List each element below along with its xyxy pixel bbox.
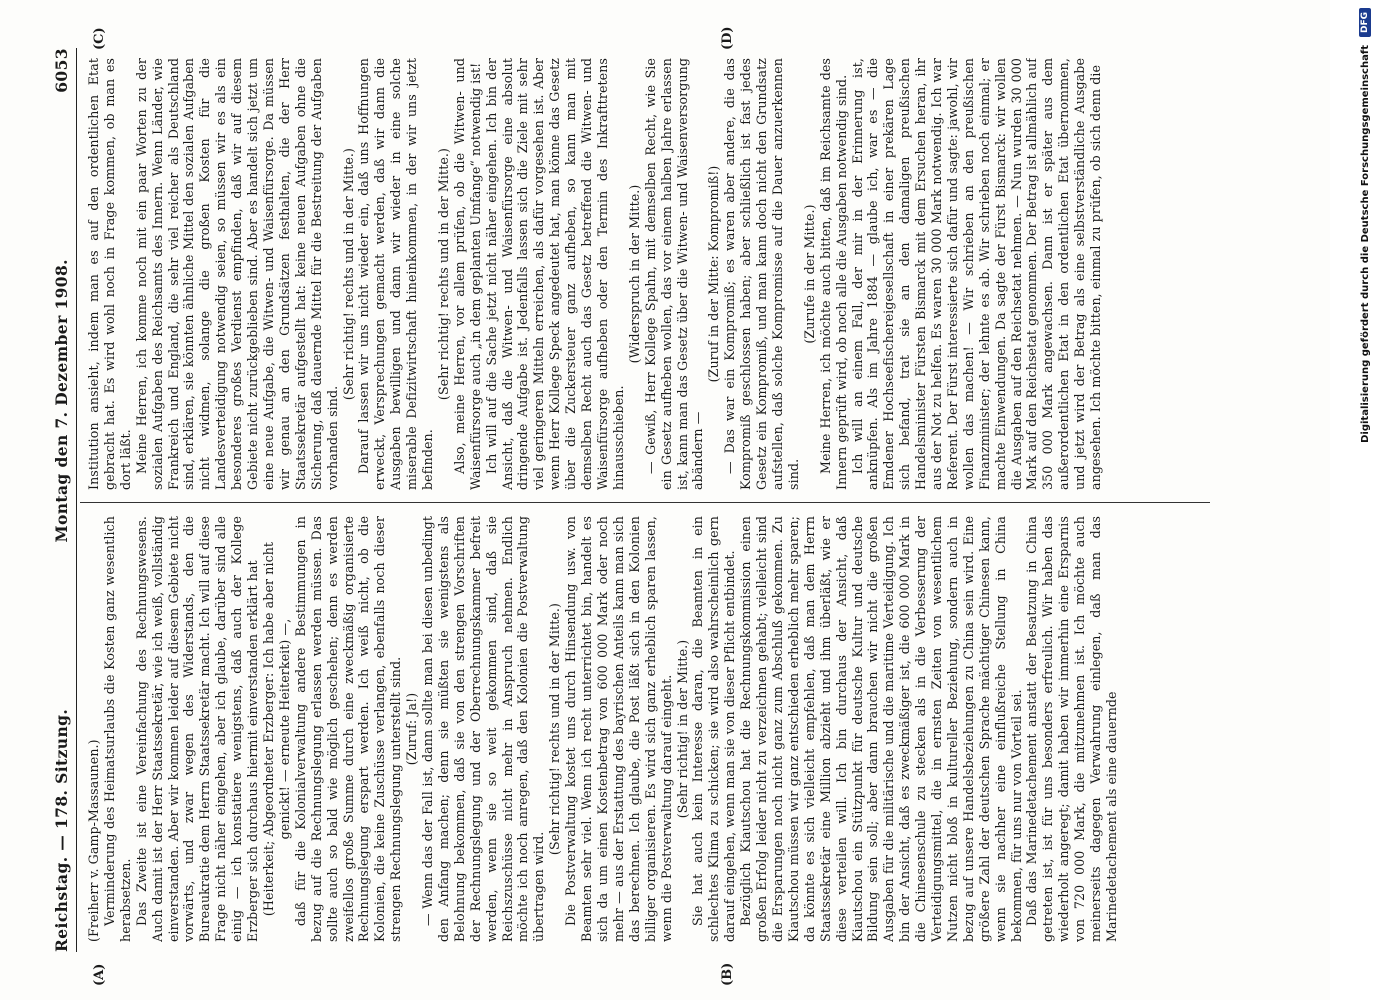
column-divider bbox=[80, 502, 1210, 503]
speaker-line: Institution ansieht, indem man es auf den ordentlichen Etat gebracht hat. Es wird wohl noch in Frage kommen, ob man es dort läßt. bbox=[86, 58, 133, 490]
dfg-logo: DFG bbox=[1359, 8, 1371, 37]
digitization-credit bbox=[1352, 8, 1378, 992]
paragraph: — Wenn das der Fall ist, dann sollte man bei diesen unbedingt den Anfang machen; denn sie müßten sie wenigstens als Belohnung bekommen, daß sie von den strengen Vorschriften der Rechnungslegung und der Oberrechnungskammer befreit werden, wenn sie so weit gekommen sind, daß sie Reichszuschüsse nicht mehr in Anspruch nehmen. Endlich möchte ich noch anregen, daß den Kolonien die Postverwaltung übertragen wird. bbox=[420, 516, 547, 942]
page-header bbox=[52, 48, 77, 952]
margin-mark-b: (B) bbox=[720, 962, 735, 986]
text-column-right bbox=[86, 58, 1220, 490]
paragraph: — Das war ein Kompromiß; es waren aber andere, die das Kompromiß geschlossen haben; aber schließlich ist fast jedes Gesetz ein Kompromiß, und man kann doch nicht den Grundsatz aufstellen, daß solche Kompromisse auf die Dauer anzuerkennen sind. bbox=[722, 58, 801, 490]
paragraph: Meine Herren, ich möchte auch bitten, daß im Reichsamte des Innern geprüft wird, ob noch alle die Ausgaben notwendig sind. bbox=[817, 58, 849, 490]
speaker-line: (Freiherr v. Gamp-Massaunen.) bbox=[86, 739, 101, 942]
paragraph: Verminderung des Heimatsurlaubs die Kosten ganz wesentlich herabsetzen. bbox=[101, 516, 133, 942]
paragraph: Darauf lassen wir uns nicht wieder ein, daß uns Hoffnungen erweckt, Versprechungen gemacht werden, daß wir dann die Ausgaben bewilligen und dann wir wieder in eine solche miserable Defizitwirtschaft hineinkommen, in der wir uns jetzt befinden. bbox=[356, 58, 436, 490]
paragraph: — Gewiß, Herr Kollege Spahn, mit demselben Recht, wie Sie ein Gesetz aufheben wollen, das vor einem halben Jahre erlassen ist, kann man das Gesetz über die Witwen- und Waisenversorgung abändern — bbox=[642, 58, 706, 490]
margin-mark-d: (D) bbox=[720, 26, 735, 50]
paragraph: Das Zweite ist eine Vereinfachung des Rechnungswesens. Auch damit ist der Herr Staatssekretär, wie ich weiß, vollständig einverstanden. Aber wir kommen leider auf diesem Gebiete nicht vorwärts, und zwar wegen des Widerstands, den die Bureaukratie dem Herrn Staatssekretär macht. Ich will auf diese Frage nicht näher eingehen, aber ich glaube, darüber sind alle einig — ich konstatiere wenigstens, daß auch der Kollege Erzberger sich durchaus hiermit einverstanden erklärt hat bbox=[133, 516, 261, 942]
page-number: 6053 bbox=[52, 48, 71, 93]
paragraph: Daß das Marinedetachement anstatt der Besatzung in China getreten ist, ist für uns besonders erfreulich. Wir haben das wiederholt angeregt; damit haben wir immerhin eine Ersparnis von 720 000 Mark, die mitzunehmen ist. Ich möchte auch meinerseits dagegen Verwahrung einlegen, daß man das Marinedetachement als eine dauernde bbox=[1024, 516, 1119, 942]
margin-mark-a: (A) bbox=[92, 963, 107, 986]
text-column-left bbox=[86, 516, 1220, 942]
credit-text: Digitalisierung gefördert durch die Deutsche Forschungsgemeinschaft bbox=[1359, 45, 1371, 443]
interjection: (Sehr richtig! in der Mitte.) bbox=[674, 639, 690, 819]
paragraph: Sie hat auch kein Interesse daran, die Beamten in ein schlechtes Klima zu schicken; sie wird also wahrscheinlich gern darauf eingehen, wenn man sie von dieser Pflicht entbindet. bbox=[690, 516, 738, 942]
interjection: (Widerspruch in der Mitte.) bbox=[626, 184, 642, 364]
interjection: (Zuruf: Ja!) bbox=[404, 692, 420, 766]
paragraph: Meine Herren, ich komme noch mit ein paar Worten zu der sozialen Aufgaben des Reichsamts des Innern. Wenn Länder, wie Frankreich und England, die sehr viel reicher als Deutschland sind, erklären, sie könnten ähnliche Mittel den sozialen Aufgaben nicht widmen, solange die großen Kosten für die Landesverteidigung notwendig seien, so müssen wir es als ein besonderes großes Verdienst empfinden, daß wir auf diesem Gebiete nicht zurückgeblieben sind. Aber es handelt sich jetzt um eine neue Aufgabe, die Witwen- und Waisenfürsorge. Da müssen wir genau an den Grundsätzen festhalten, die der Herr Staatssekretär aufgestellt hat: keine neuen Aufgaben ohne die Sicherung, daß dauernde Mittel für die Bestreitung der Aufgaben vorhanden sind. bbox=[133, 58, 340, 490]
paragraph: Ich will auf die Sache jetzt nicht näher eingehen. Ich bin der Ansicht, daß die Witwen- und Waisenfürsorge eine absolut dringende Aufgabe ist. Jedenfalls lassen sich die Ziele mit sehr viel geringeren Mitteln erreichen, als dafür vorgesehen ist. Aber wenn Herr Kollege Speck angedeutet hat, man könne das Gesetz über die Zuckersteuer ganz aufheben, so kann man mit demselben Recht auch das Gesetz betreffend die Witwen- und Waisenfürsorge aufheben oder den Termin des Inkrafttretens hinausschieben. bbox=[483, 58, 626, 490]
interjection: (Sehr richtig! rechts und in der Mitte.) bbox=[340, 147, 356, 401]
interjection: (Sehr richtig! rechts und in der Mitte.) bbox=[435, 147, 451, 401]
interjection: (Sehr richtig! rechts und in der Mitte.) bbox=[547, 602, 563, 856]
paragraph: daß für die Kolonialverwaltung andere Bestimmungen in bezug auf die Rechnungslegung erlassen werden müssen. Das sollte auch so bald wie möglich geschehen; denn es werden zweifellos große Summe durch eine zweckmäßig organisierte Rechnungslegung erspart werden. Ich weiß nicht, ob die Kolonien, die keine Zuschüsse verlangen, ebenfalls noch dieser strengen Rechnungslegung unterstellt sind. bbox=[292, 516, 404, 942]
paragraph: Die Postverwaltung kostet uns durch Hinsendung usw. von Beamten sehr viel. Wenn ich recht unterrichtet bin, handelt es sich da um einen Kostenbetrag von 600 000 Mark oder noch mehr — aus der Erstattung des bayrischen Anteils kann man sich das berechnen. Ich glaube, die Post läßt sich in den Kolonien billiger organisieren. Es wird sich ganz erheblich sparen lassen, wenn die Postverwaltung darauf eingeht. bbox=[563, 516, 674, 942]
paragraph: Ich will an einem Fall, der mir in der Erinnerung ist, anknüpfen. Als im Jahre 1884 — glaube ich, war es — die Emdener Hochseefischereigesellschaft in einer prekären Lage sich befand, trat sie an den damaligen preußischen Handelsminister Fürsten Bismarck mit dem Ersuchen heran, ihr aus der Not zu helfen. Es waren 30 000 Mark notwendig. Ich war Referent. Der Fürst interessierte sich dafür und sagte: jawohl, wir wollen das machen! — Wir schrieben an den preußischen Finanzminister; der lehnte es ab. Wir schrieben noch einmal; er machte Einwendungen. Da sagte der Fürst Bismarck: wir wollen die Ausgaben auf den Reichsetat nehmen. — Nun wurden 30 000 Mark auf den Reichsetat genommen. Der Betrag ist allmählich auf 350 000 Mark angewachsen. Dann ist er später aus dem außerordentlichen Etat in den ordentlichen Etat übernommen, und jetzt wird der Betrag als eine selbstverständliche Ausgabe angesehen. Ich möchte bitten, einmal zu prüfen, ob sich denn die bbox=[849, 58, 1104, 490]
interjection: (Heiterkeit; Abgeordneter Erzberger: Ich habe aber nicht genickt! — erneute Heiterkeit) —, bbox=[260, 541, 292, 917]
margin-mark-c: (C) bbox=[92, 27, 107, 50]
paragraph: Bezüglich Kiautschou hat die Rechnungskommission einen großen Erfolg leider nicht zu verzeichnen gehabt; vielleicht sind die Ersparungen noch nicht ganz zum Abschluß gekommen. Zu Kiautschou müssen wir ganz entschieden erheblich mehr sparen; da könnte es sich vielleicht empfehlen, daß man dem Herrn Staatssekretär eine Million abzieht und ihm überläßt, wie er diese verteilen will. Ich bin durchaus der Ansicht, daß Kiautschou ein Stützpunkt für deutsche Kultur und deutsche Bildung sein soll; aber dann brauchen wir nicht die großen Ausgaben für die militärische und die maritime Verteidigung. Ich bin der Ansicht, daß es zweckmäßiger ist, die 600 000 Mark in die Chinesenschule zu stecken als in die Verbesserung der Verteidigungsmittel, die in ernsten Zeiten von wesentlichem Nutzen nicht bloß in kultureller Beziehung, sondern auch in bezug auf unsere Handelsbeziehungen zu China sein wird. Eine größere Zahl der deutschen Sprache mächtiger Chinesen kann, wenn sie nachher eine einflußreiche Stellung in China bekommen, für uns nur von Vorteil sei. bbox=[738, 516, 1024, 942]
header-session: Reichstag. — 178. Sitzung. bbox=[52, 708, 71, 952]
paragraph: Also, meine Herren, vor allem prüfen, ob die Witwen- und Waisenfürsorge auch „in dem geplanten Umfange“ notwendig ist! bbox=[451, 58, 483, 490]
header-date: Montag den 7. Dezember 1908. bbox=[52, 259, 71, 543]
interjection: (Zuruf in der Mitte: Kompromiß!) bbox=[706, 165, 722, 383]
interjection: (Zurufe in der Mitte.) bbox=[801, 204, 817, 344]
